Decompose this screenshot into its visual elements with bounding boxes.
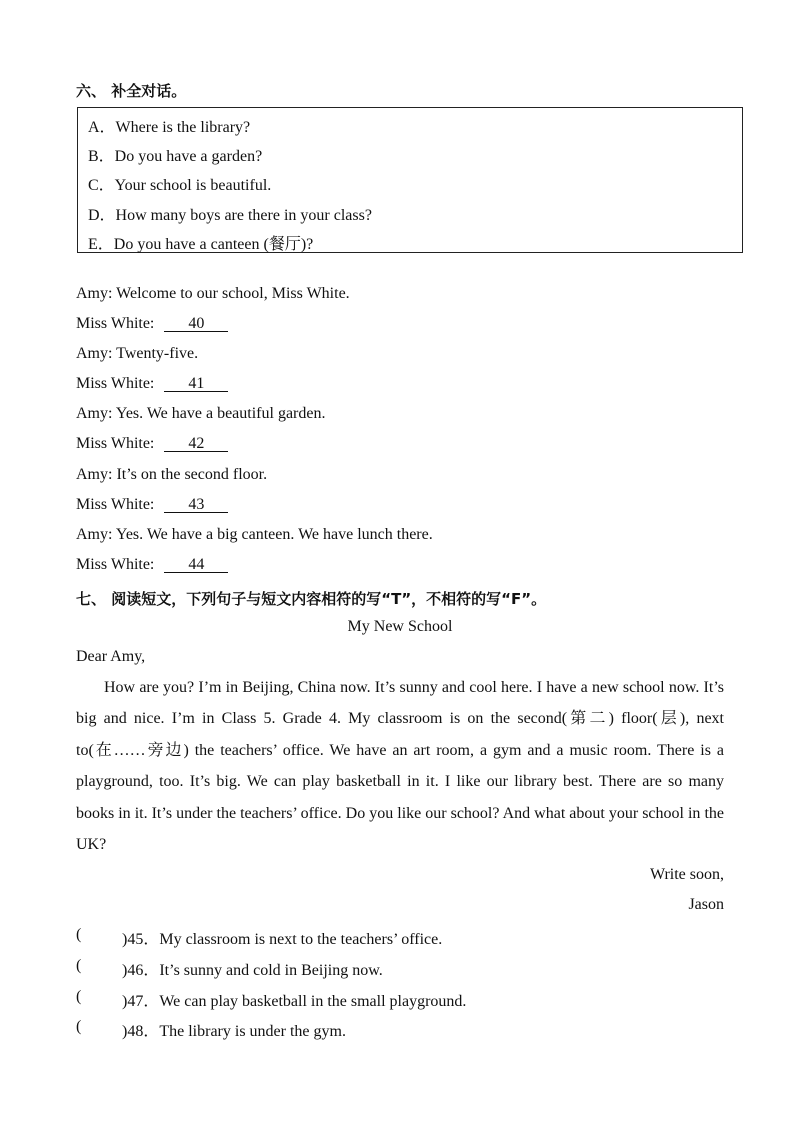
option-b: B．Do you have a garden? bbox=[88, 148, 263, 165]
answer-paren-open[interactable]: ( bbox=[76, 988, 82, 1005]
speaker: Miss White: bbox=[76, 315, 155, 332]
option-e: E．Do you have a canteen (餐厅)? bbox=[88, 236, 314, 253]
dialogue-line bbox=[76, 556, 228, 574]
question-text bbox=[122, 988, 466, 1011]
dialogue-line bbox=[76, 466, 267, 484]
section-6-title: 六、 补全对话。 bbox=[76, 82, 187, 100]
speaker: Amy: bbox=[76, 345, 113, 362]
letter-body: How are you? I’m in Beijing, China now. It’s sunny and cool here. I have a new school now. It’s big and nice. I’m in Class 5. Grade 4. My classroom is on the second(第二) floor(层), next to(在……旁边) the teachers’ office. We have an art room, a gym and a music room. There is a playground, too. It’s big. We can play basketball in it. I like our library best. There are so many books in it. It’s under the teachers’ office. Do you like our school? And what about your school in the UK? bbox=[76, 679, 724, 854]
letter-greeting: Dear Amy, bbox=[76, 648, 146, 665]
line-text: Welcome to our school, Miss White. bbox=[116, 285, 350, 302]
speaker: Miss White: bbox=[76, 375, 155, 392]
answer-paren-open[interactable]: ( bbox=[76, 957, 82, 974]
question-statement: The library is under the gym. bbox=[159, 1023, 346, 1040]
speaker: Miss White: bbox=[76, 435, 155, 452]
speaker: Miss White: bbox=[76, 496, 155, 513]
option-d: D．How many boys are there in your class? bbox=[88, 207, 372, 224]
passage-title: My New School bbox=[347, 618, 453, 635]
dialogue-line bbox=[76, 285, 350, 303]
dialogue-line bbox=[76, 345, 198, 363]
question-number: )46． bbox=[122, 962, 160, 979]
question-number: )47． bbox=[122, 993, 160, 1010]
dialogue-line bbox=[76, 315, 228, 333]
answer-blank-44[interactable]: 44 bbox=[164, 557, 228, 573]
dialogue-line bbox=[76, 435, 228, 453]
option-a: A．Where is the library? bbox=[88, 119, 251, 136]
option-c: C．Your school is beautiful. bbox=[88, 177, 272, 194]
dialogue-line bbox=[76, 375, 228, 393]
speaker: Amy: bbox=[76, 466, 113, 483]
speaker: Miss White: bbox=[76, 556, 155, 573]
dialogue-line bbox=[76, 526, 433, 544]
letter-closing: Write soon, bbox=[649, 866, 724, 883]
answer-blank-40[interactable]: 40 bbox=[164, 316, 228, 332]
question-number: )45． bbox=[122, 931, 160, 948]
answer-blank-43[interactable]: 43 bbox=[164, 497, 228, 513]
question-statement: We can play basketball in the small playground. bbox=[159, 993, 467, 1010]
question-number: )48． bbox=[122, 1023, 160, 1040]
question-statement: My classroom is next to the teachers’ office. bbox=[159, 931, 443, 948]
answer-paren-open[interactable]: ( bbox=[76, 926, 82, 943]
options-box bbox=[77, 107, 743, 253]
question-statement: It’s sunny and cold in Beijing now. bbox=[159, 962, 383, 979]
answer-blank-42[interactable]: 42 bbox=[164, 436, 228, 452]
line-text: Twenty-five. bbox=[116, 345, 199, 362]
answer-blank-41[interactable]: 41 bbox=[164, 376, 228, 392]
speaker: Amy: bbox=[76, 405, 113, 422]
letter-signature: Jason bbox=[688, 896, 724, 913]
line-text: Yes. We have a big canteen. We have lunch there. bbox=[115, 526, 433, 543]
question-text bbox=[122, 1018, 346, 1041]
answer-paren-open[interactable]: ( bbox=[76, 1018, 82, 1035]
question-text bbox=[122, 926, 442, 949]
line-text: It’s on the second floor. bbox=[116, 466, 268, 483]
question-text bbox=[122, 957, 383, 980]
section-7-title: 七、 阅读短文，下列句子与短文内容相符的写“T”，不相符的写“F”。 bbox=[76, 590, 547, 608]
speaker: Amy: bbox=[76, 526, 113, 543]
line-text: Yes. We have a beautiful garden. bbox=[115, 405, 326, 422]
dialogue-line bbox=[76, 405, 325, 423]
speaker: Amy: bbox=[76, 285, 113, 302]
dialogue-line bbox=[76, 496, 228, 514]
